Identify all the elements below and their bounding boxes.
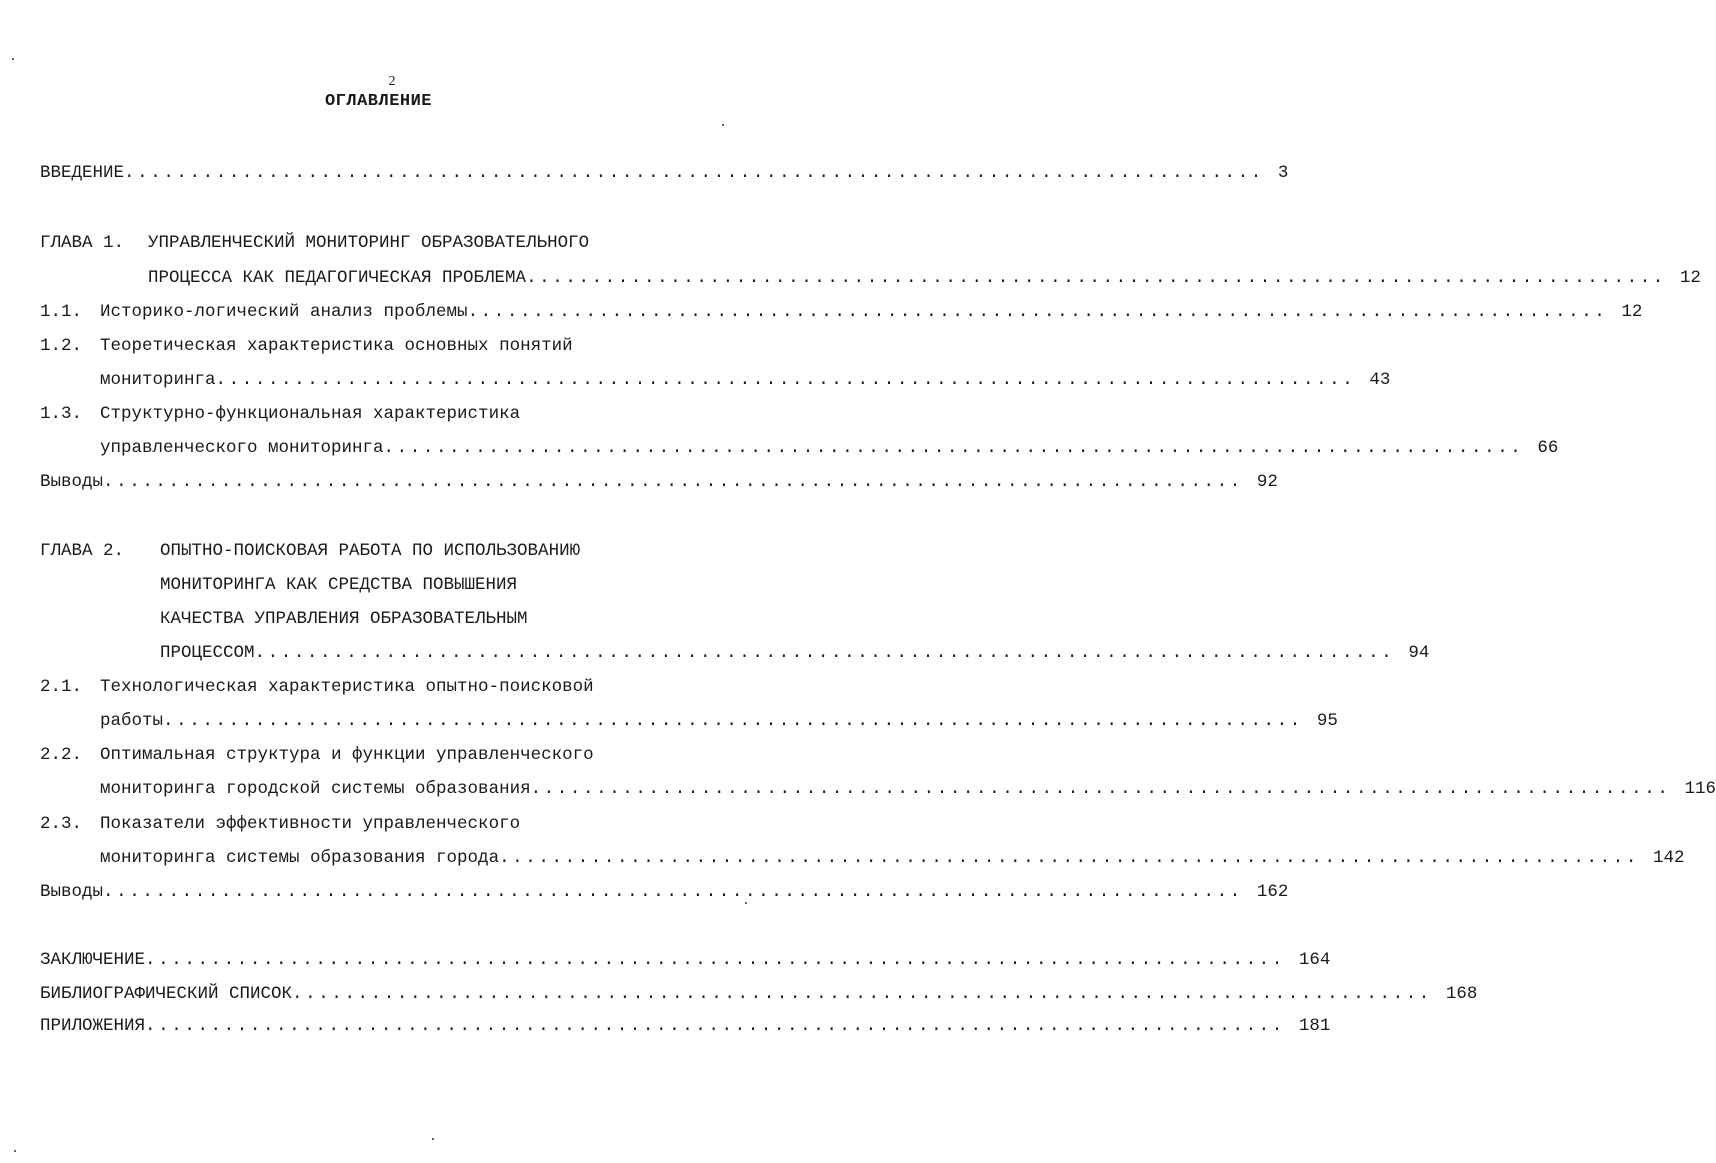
toc-entry-section-2-1[interactable] [100, 711, 1338, 731]
section-number: 1.1. [40, 302, 83, 322]
dot-leader: ....................................................................................... [530, 779, 1671, 799]
toc-page-number: 94 [1408, 643, 1430, 663]
dot-leader: ....................................................................................... [526, 268, 1666, 288]
toc-page-number: 181 [1298, 1016, 1331, 1036]
section-number: 2.1. [40, 677, 83, 697]
section-1-2-title-line1[interactable]: Теоретическая характеристика основных понятий [100, 336, 573, 356]
chapter-2-title-line1[interactable]: ОПЫТНО-ПОИСКОВАЯ РАБОТА ПО ИСПОЛЬЗОВАНИЮ [160, 541, 581, 561]
toc-entry-section-1-3[interactable] [100, 438, 1559, 458]
toc-page-number: 142 [1652, 848, 1685, 868]
chapter-1-label: ГЛАВА 1. [40, 233, 125, 253]
dot-leader: ....................................................................................... [124, 163, 1264, 183]
section-number: 2.3. [40, 814, 83, 834]
toc-entry-bibliography[interactable] [40, 984, 1478, 1004]
scan-speck [745, 902, 747, 904]
scan-speck [722, 124, 724, 126]
toc-page-number: 168 [1445, 984, 1478, 1004]
toc-entry-section-2-2[interactable] [100, 779, 1716, 799]
scan-speck [12, 58, 14, 60]
section-2-2-title-line2: мониторинга городской системы образования [100, 779, 531, 799]
toc-page-number: 12 [1621, 302, 1643, 322]
toc-entry-introduction[interactable] [40, 163, 1289, 183]
toc-page-number: 92 [1256, 472, 1278, 492]
section-number: 1.2. [40, 336, 83, 356]
chapter-2-title-line2[interactable]: МОНИТОРИНГА КАК СРЕДСТВА ПОВЫШЕНИЯ [160, 575, 518, 595]
dot-leader: ....................................................................................... [103, 472, 1243, 492]
dot-leader: ....................................................................................... [215, 370, 1356, 390]
toc-page-number: 43 [1369, 370, 1391, 390]
page-number: 2 [388, 74, 396, 89]
dot-leader: ....................................................................................... [145, 950, 1285, 970]
toc-page-number: 95 [1316, 711, 1338, 731]
chapter-2-title-line4: ПРОЦЕССОМ [160, 643, 255, 663]
toc-page-number: 3 [1277, 163, 1289, 183]
toc-entry-section-1-1[interactable] [100, 302, 1643, 322]
toc-entry-text: ВВЕДЕНИЕ [40, 163, 125, 183]
dot-leader: ....................................................................................... [499, 848, 1639, 868]
chapter-1-title-line2: ПРОЦЕССА КАК ПЕДАГОГИЧЕСКАЯ ПРОБЛЕМА [148, 268, 527, 288]
scan-speck [14, 1150, 16, 1152]
toc-entry-section-2-3[interactable] [100, 848, 1685, 868]
toc-entry-conclusions-2[interactable] [40, 882, 1289, 902]
section-2-1-title-line2: работы [100, 711, 164, 731]
toc-page-number: 66 [1537, 438, 1559, 458]
scan-speck [432, 1138, 434, 1140]
toc-entry-text: Выводы [40, 882, 104, 902]
toc-entry-text: Выводы [40, 472, 104, 492]
toc-entry-chapter-1[interactable] [148, 268, 1701, 288]
section-2-1-title-line1[interactable]: Технологическая характеристика опытно-поисковой [100, 677, 594, 697]
chapter-2-label: ГЛАВА 2. [40, 541, 125, 561]
toc-entry-text: Историко-логический анализ проблемы [100, 302, 468, 322]
toc-entry-text: БИБЛИОГРАФИЧЕСКИЙ СПИСОК [40, 984, 293, 1004]
dot-leader: ....................................................................................... [292, 984, 1432, 1004]
section-1-2-title-line2: мониторинга [100, 370, 216, 390]
toc-page-number: 164 [1298, 950, 1331, 970]
section-2-3-title-line1[interactable]: Показатели эффективности управленческого [100, 814, 521, 834]
dot-leader: ....................................................................................... [145, 1016, 1285, 1036]
dot-leader: ....................................................................................... [163, 711, 1303, 731]
dot-leader: ....................................................................................... [383, 438, 1524, 458]
toc-page-number: 12 [1679, 268, 1701, 288]
toc-page-number: 162 [1256, 882, 1289, 902]
toc-entry-text: ПРИЛОЖЕНИЯ [40, 1016, 146, 1036]
toc-entry-conclusions-1[interactable] [40, 472, 1278, 492]
toc-entry-section-1-2[interactable] [100, 370, 1391, 390]
section-2-2-title-line1[interactable]: Оптимальная структура и функции управленческого [100, 745, 594, 765]
section-1-3-title-line1[interactable]: Структурно-функциональная характеристика [100, 404, 521, 424]
section-number: 1.3. [40, 404, 83, 424]
toc-entry-chapter-2[interactable] [160, 643, 1430, 663]
dot-leader: ....................................................................................... [254, 643, 1395, 663]
toc-entry-text: ЗАКЛЮЧЕНИЕ [40, 950, 146, 970]
dot-leader: ....................................................................................... [103, 882, 1243, 902]
dot-leader: ....................................................................................... [467, 302, 1608, 322]
toc-title: ОГЛАВЛЕНИЕ [324, 92, 433, 111]
chapter-2-title-line3[interactable]: КАЧЕСТВА УПРАВЛЕНИЯ ОБРАЗОВАТЕЛЬНЫМ [160, 609, 528, 629]
toc-entry-appendices[interactable] [40, 1016, 1331, 1036]
chapter-1-title-line1[interactable]: УПРАВЛЕНЧЕСКИЙ МОНИТОРИНГ ОБРАЗОВАТЕЛЬНОГО [148, 233, 590, 253]
section-number: 2.2. [40, 745, 83, 765]
toc-page-number: 116 [1684, 779, 1716, 799]
section-1-3-title-line2: управленческого мониторинга [100, 438, 384, 458]
section-2-3-title-line2: мониторинга системы образования города [100, 848, 500, 868]
toc-entry-conclusion[interactable] [40, 950, 1331, 970]
